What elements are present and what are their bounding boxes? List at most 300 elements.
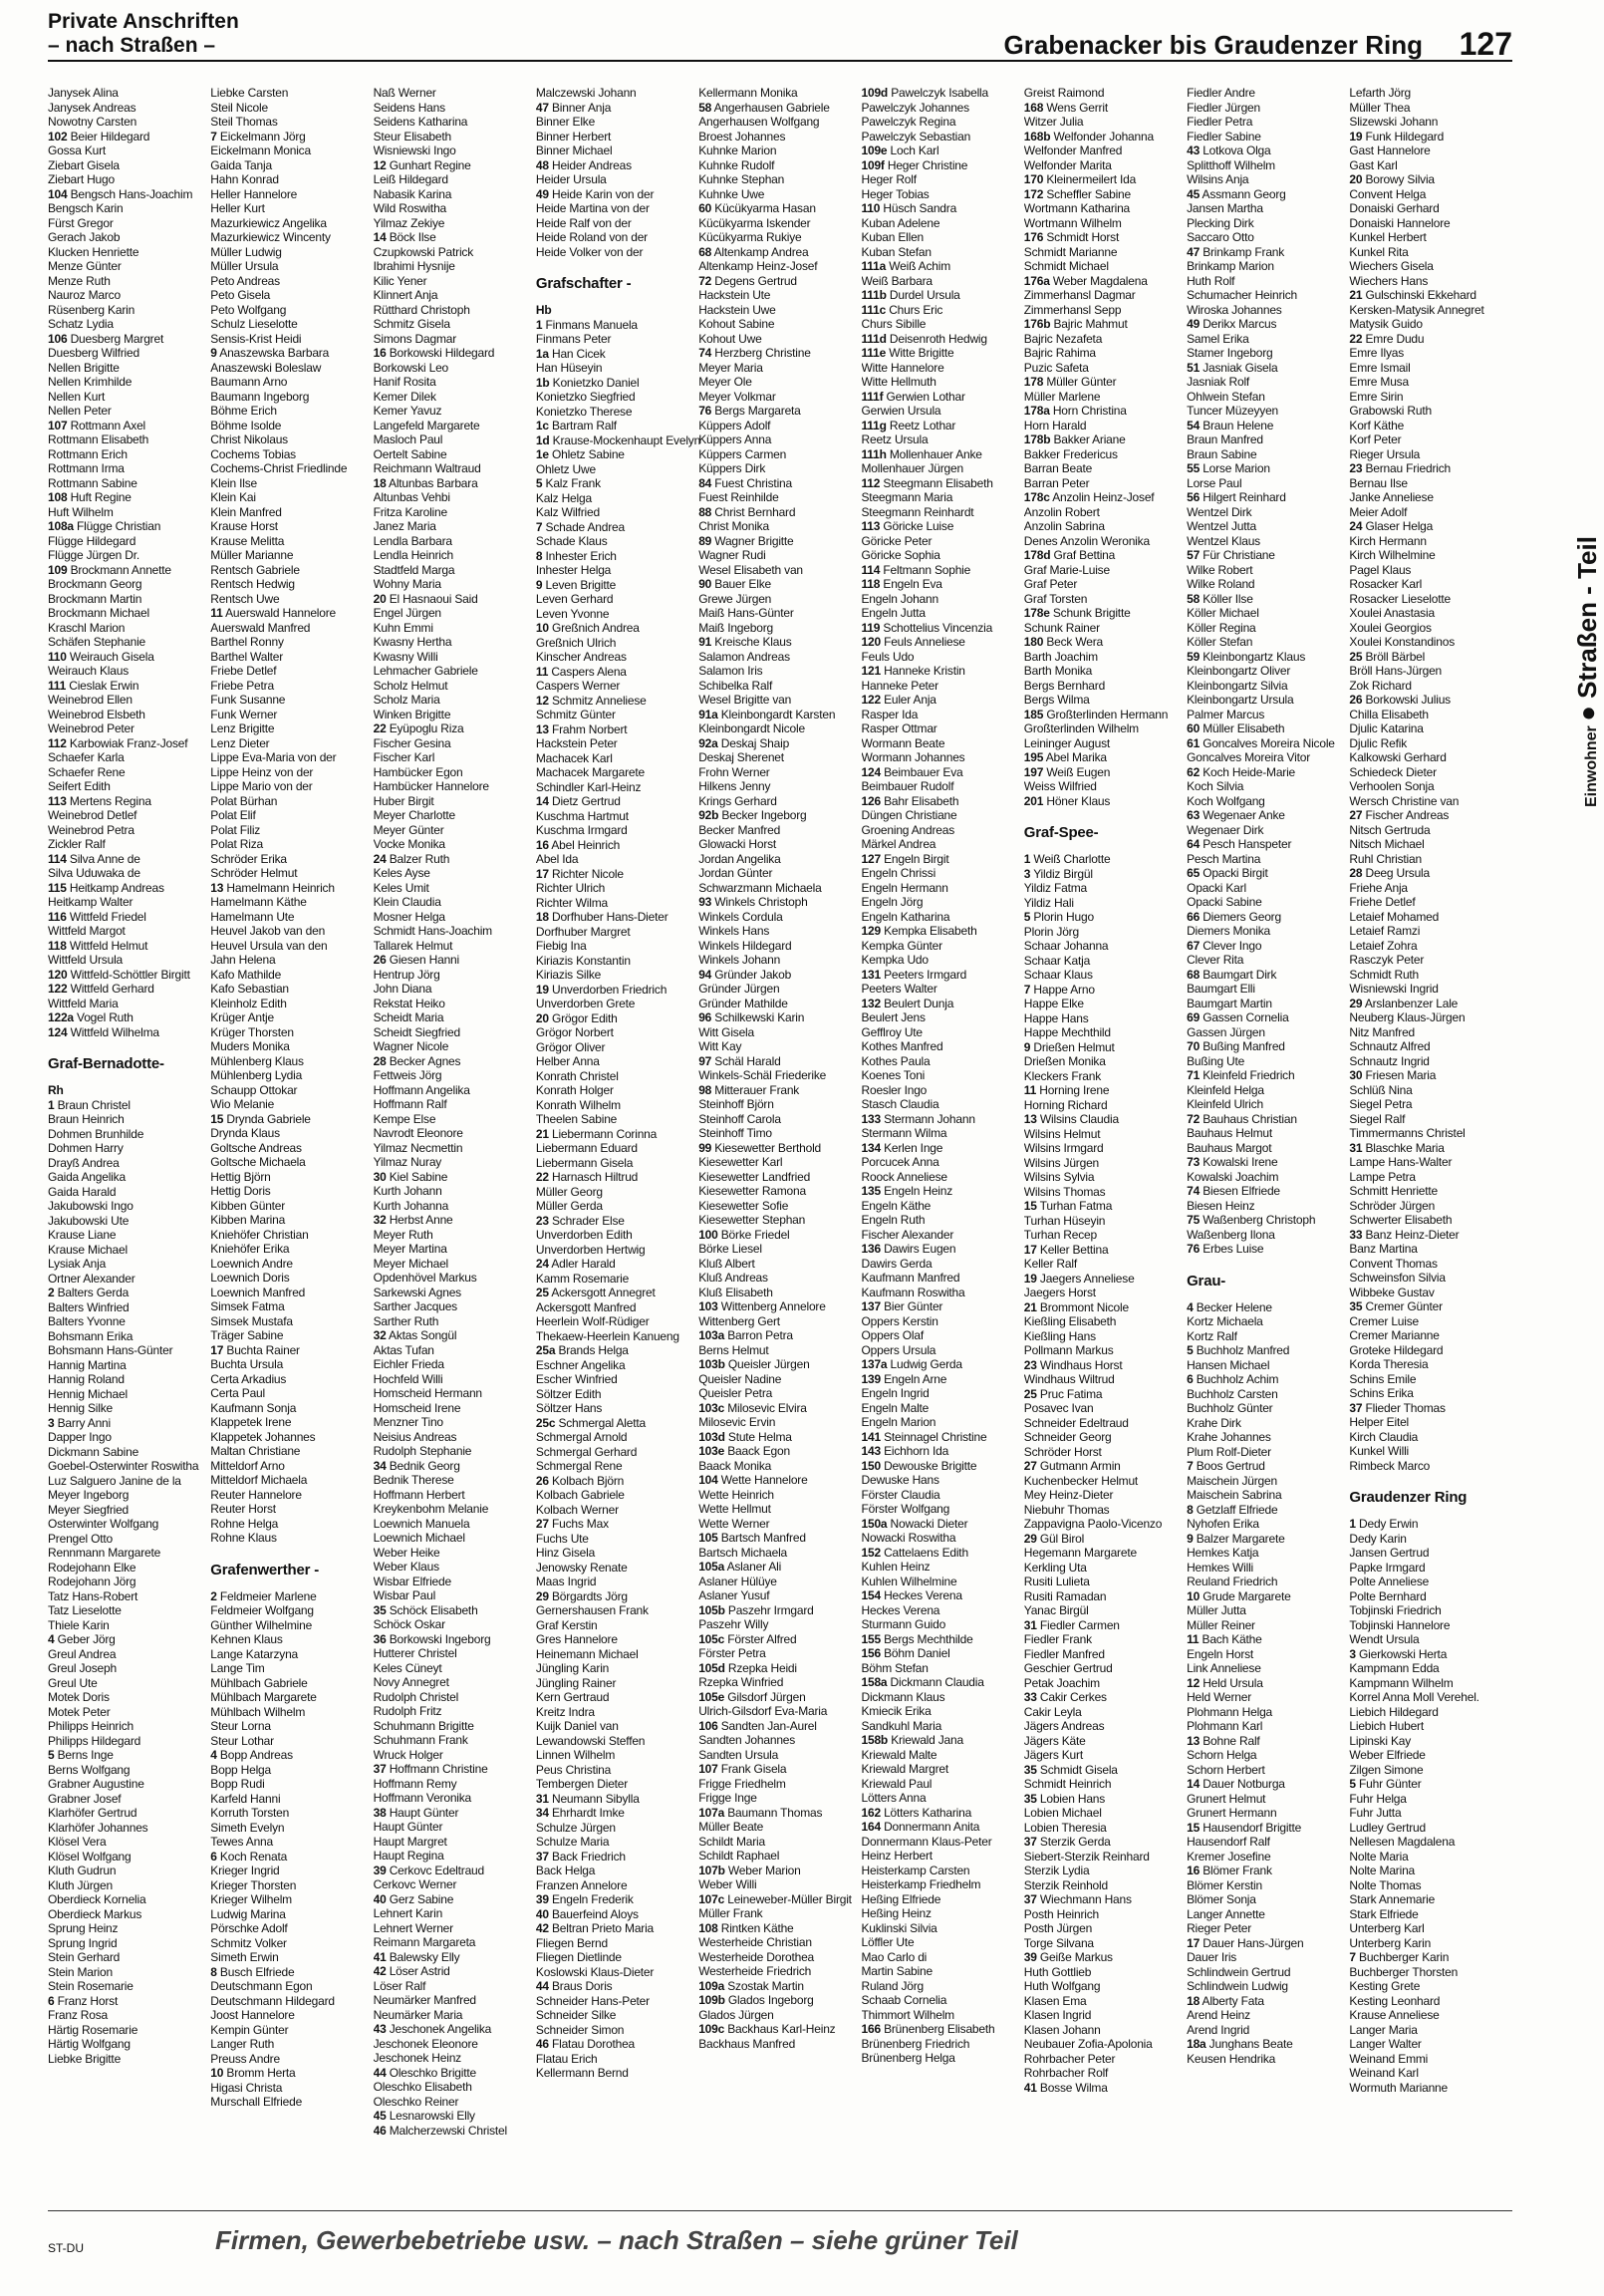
directory-entry xyxy=(210,866,378,881)
directory-entry xyxy=(210,1444,378,1459)
resident-name: Neumann Sibylla xyxy=(551,1791,640,1806)
resident-name: Kleinfeld Helga xyxy=(1187,1082,1264,1097)
resident-name: Kesting Leonhard xyxy=(1349,1993,1441,2008)
directory-entry xyxy=(48,432,215,447)
directory-entry xyxy=(862,736,1029,751)
directory-entry xyxy=(1187,390,1354,405)
resident-name: Rosacker Lieselotte xyxy=(1349,591,1451,606)
directory-entry xyxy=(1349,101,1512,116)
resident-name: Klasen Johann xyxy=(1023,2022,1101,2037)
directory-entry xyxy=(1024,1474,1192,1489)
directory-entry xyxy=(1187,534,1354,549)
resident-name: Leven Yvonne xyxy=(535,606,610,621)
resident-name: Loewnich Manfred xyxy=(210,1285,306,1299)
directory-entry xyxy=(536,1705,703,1720)
resident-name: Krause Melitta xyxy=(210,533,285,548)
house-number: 152 xyxy=(861,1545,881,1560)
resident-name: Letaief Zohra xyxy=(1349,938,1418,953)
resident-name: Bergs Mechthilde xyxy=(884,1631,973,1646)
directory-entry xyxy=(374,2095,541,2110)
resident-name: Heitkamp Walter xyxy=(48,895,134,909)
resident-name: Schäl Harald xyxy=(714,1053,781,1068)
directory-entry xyxy=(374,895,541,910)
directory-entry xyxy=(1349,144,1512,158)
directory-entry xyxy=(1349,1357,1512,1372)
house-number: 23 xyxy=(1349,461,1363,475)
resident-name: Unverdorben Grete xyxy=(535,997,636,1010)
directory-entry xyxy=(698,1257,866,1272)
resident-name: Reichmann Waltraud xyxy=(373,461,481,475)
resident-name: Ortner Alexander xyxy=(48,1271,135,1286)
directory-entry xyxy=(536,1112,703,1127)
directory-entry xyxy=(1024,1387,1192,1402)
house-number: 111g xyxy=(861,418,887,432)
directory-entry xyxy=(48,924,215,939)
house-number: 76 xyxy=(698,404,712,418)
house-number: 9 xyxy=(210,346,217,360)
directory-entry xyxy=(210,2081,378,2096)
resident-name: Engel Jürgen xyxy=(373,606,441,620)
directory-entry xyxy=(1349,490,1512,505)
house-number: 17 xyxy=(535,866,549,881)
directory-entry xyxy=(48,1806,215,1821)
directory-entry xyxy=(210,2037,378,2052)
directory-entry xyxy=(374,187,541,202)
directory-entry xyxy=(536,144,703,158)
directory-entry xyxy=(1349,750,1512,765)
directory-entry xyxy=(1024,505,1192,520)
resident-name: Hackstein Ute xyxy=(698,288,771,302)
resident-name: Huth Wolfgang xyxy=(1023,1979,1101,1993)
house-number: 104 xyxy=(698,1473,718,1487)
resident-name: Hochfeld Willi xyxy=(373,1371,443,1386)
house-number: 14 xyxy=(535,794,549,808)
directory-entry xyxy=(374,606,541,621)
resident-name: Keles Ayse xyxy=(373,866,430,880)
house-number: 24 xyxy=(1349,519,1363,533)
resident-name: Schmidt Horst xyxy=(1046,230,1120,244)
directory-entry xyxy=(210,679,378,694)
resident-name: Jahn Helena xyxy=(210,953,276,967)
resident-name: Grögor Oliver xyxy=(535,1039,606,1054)
resident-name: Gulschinski Ekkehard xyxy=(1365,288,1476,302)
directory-entry xyxy=(48,505,215,520)
house-number: 112 xyxy=(861,475,881,490)
resident-name: Abel Heinrich xyxy=(551,837,621,852)
resident-name: Donaiski Hannelore xyxy=(1349,215,1451,230)
resident-name: Heller Hannelore xyxy=(210,186,298,201)
directory-entry xyxy=(48,1329,215,1344)
directory-entry xyxy=(210,101,378,116)
directory-entry xyxy=(374,1083,541,1098)
resident-name: Zappavigna Paolo-Vicenzo xyxy=(1023,1517,1163,1531)
resident-name: Klein Claudia xyxy=(373,895,441,909)
resident-name: Meyer Michael xyxy=(373,1256,449,1271)
directory-entry xyxy=(210,1705,378,1720)
directory-entry xyxy=(210,130,378,144)
house-number: 75 xyxy=(1187,1213,1201,1227)
resident-name: Kiriazis Silke xyxy=(535,968,602,982)
resident-name: Balters Yvonne xyxy=(48,1314,126,1328)
directory-entry xyxy=(374,1039,541,1054)
resident-name: Gründer Mathilde xyxy=(698,996,788,1010)
resident-name: Baumgart Martin xyxy=(1187,996,1272,1010)
directory-entry xyxy=(862,201,1029,216)
house-number: 103e xyxy=(698,1444,725,1458)
house-number: 105e xyxy=(698,1689,725,1704)
resident-name: Hamelmann Käthe xyxy=(210,895,307,909)
house-number: 124 xyxy=(48,1024,68,1039)
directory-entry xyxy=(48,476,215,491)
resident-name: Windhaus Wiltrud xyxy=(1023,1372,1115,1386)
resident-name: Klösel Wolfgang xyxy=(48,1849,132,1864)
resident-name: Weber Magdalena xyxy=(1052,273,1148,288)
directory-entry xyxy=(1024,361,1192,376)
house-number: 44 xyxy=(535,1979,549,1993)
resident-name: Motek Doris xyxy=(48,1690,110,1704)
directory-entry xyxy=(374,101,541,116)
resident-name: Wette Heinrich xyxy=(698,1487,774,1502)
directory-entry xyxy=(1024,1358,1192,1373)
directory-entry xyxy=(536,86,703,101)
house-number: 15 xyxy=(1187,1820,1201,1835)
resident-name: Meyer Martina xyxy=(373,1242,447,1256)
resident-name: Hentrup Jörg xyxy=(373,967,440,982)
resident-name: Korruth Torsten xyxy=(210,1806,290,1820)
resident-name: Mollenhauer Anke xyxy=(889,446,982,461)
directory-entry xyxy=(374,172,541,187)
street-heading: Grafenwerther - xyxy=(210,1561,319,1578)
directory-entry xyxy=(48,2037,215,2052)
resident-name: Aktas Tufan xyxy=(373,1342,434,1357)
resident-name: Köller Regina xyxy=(1187,620,1256,635)
resident-name: Lötters Anna xyxy=(861,1791,927,1805)
directory-entry xyxy=(374,664,541,679)
directory-entry xyxy=(374,1877,541,1892)
directory-entry xyxy=(1187,1892,1354,1907)
directory-entry xyxy=(1349,1271,1512,1286)
resident-name: Weber Elfriede xyxy=(1349,1748,1426,1762)
resident-name: Gründer Jakob xyxy=(714,967,792,982)
resident-name: Lenz Brigitte xyxy=(210,721,275,735)
resident-name: Kunkel Willi xyxy=(1349,1444,1410,1458)
directory-entry xyxy=(48,1098,215,1113)
header-title-line2: – nach Straßen – xyxy=(48,34,216,57)
directory-entry xyxy=(48,1632,215,1647)
directory-column xyxy=(1349,86,1512,2095)
directory-entry xyxy=(374,1415,541,1430)
resident-name: Maiß Ingeborg xyxy=(698,620,773,635)
resident-name: Steegmann Elisabeth xyxy=(883,475,993,490)
house-number: 7 xyxy=(535,519,543,534)
resident-name: Turhan Recep xyxy=(1023,1228,1097,1242)
resident-name: Ohletz Sabine xyxy=(551,447,625,461)
directory-entry xyxy=(210,1806,378,1821)
resident-name: Meyer Ingeborg xyxy=(48,1488,130,1502)
house-number: 111d xyxy=(861,331,887,346)
resident-name: Franz Rosa xyxy=(48,2008,109,2022)
resident-name: Düngen Christiane xyxy=(861,808,957,822)
resident-name: Ludwig Marina xyxy=(210,1906,286,1921)
resident-name: Flügge Hildegard xyxy=(48,533,136,548)
resident-name: Hausendorf Brigitte xyxy=(1203,1820,1302,1835)
directory-entry xyxy=(48,910,215,925)
directory-entry xyxy=(1349,1690,1512,1705)
resident-name: Kremer Josefine xyxy=(1187,1849,1271,1864)
footer-code: ST-DU xyxy=(48,2241,84,2255)
directory-entry xyxy=(862,1748,1029,1763)
resident-name: Sterzik Lydia xyxy=(1023,1864,1090,1877)
directory-entry xyxy=(48,1488,215,1503)
directory-entry xyxy=(1187,144,1354,158)
resident-name: Rzepka Winfried xyxy=(698,1675,784,1689)
directory-entry xyxy=(1187,837,1354,852)
resident-name: Braun Christel xyxy=(57,1097,131,1112)
directory-entry xyxy=(210,1010,378,1025)
resident-name: Hettig Björn xyxy=(210,1169,271,1184)
page-header xyxy=(48,8,1512,62)
resident-name: Grögor Edith xyxy=(551,1010,618,1025)
directory-column xyxy=(1024,86,1192,2095)
resident-name: Torge Silvana xyxy=(1023,1935,1094,1950)
resident-name: Auerswald Hannelore xyxy=(225,606,337,620)
resident-name: Caspers Werner xyxy=(535,679,621,693)
resident-name: Wiechers Hans xyxy=(1349,273,1429,288)
directory-entry xyxy=(1187,765,1354,780)
resident-name: Stamer Ingeborg xyxy=(1187,346,1273,360)
directory-entry xyxy=(1349,1792,1512,1807)
directory-entry xyxy=(862,476,1029,491)
resident-name: Plorin Jörg xyxy=(1023,924,1079,939)
house-number: 55 xyxy=(1187,461,1201,475)
directory-entry xyxy=(1349,1112,1512,1127)
resident-name: Glados Ingeborg xyxy=(727,1993,814,2007)
resident-name: Vogel Ruth xyxy=(77,1010,134,1024)
directory-entry xyxy=(862,1097,1029,1112)
resident-name: Banz Martina xyxy=(1349,1242,1418,1256)
directory-entry xyxy=(48,1517,215,1532)
directory-entry xyxy=(374,303,541,318)
house-number: 5 xyxy=(1023,910,1031,924)
resident-name: Schade Andrea xyxy=(545,519,625,534)
resident-name: Bopp Andreas xyxy=(219,1748,293,1762)
resident-name: Wilsins Thomas xyxy=(1023,1184,1106,1199)
resident-name: Deeg Ursula xyxy=(1365,866,1430,880)
resident-name: Anaszewski Boleslaw xyxy=(210,360,322,375)
resident-name: Gilsdorf Jürgen xyxy=(727,1689,806,1704)
resident-name: Paszehr Willy xyxy=(698,1617,769,1631)
resident-name: Becker Manfred xyxy=(698,822,781,837)
house-number: 34 xyxy=(373,1458,387,1473)
directory-entry xyxy=(1349,1806,1512,1821)
directory-entry xyxy=(536,1647,703,1662)
house-number: 122 xyxy=(48,982,68,996)
house-number: 10 xyxy=(210,2066,224,2080)
directory-entry xyxy=(48,259,215,274)
resident-name: Janysek Alina xyxy=(48,86,119,100)
directory-entry xyxy=(48,490,215,505)
resident-name: Gefflroy Ute xyxy=(861,1024,923,1039)
directory-entry xyxy=(374,2051,541,2066)
resident-name: Kirch Hermann xyxy=(1349,533,1427,548)
resident-name: Heger Tobias xyxy=(861,186,930,201)
resident-name: Bajric Mahmut xyxy=(1053,317,1128,331)
house-number: 1a xyxy=(535,346,549,361)
house-number: 1 xyxy=(1349,1517,1356,1531)
resident-name: Malcherzewski Christel xyxy=(389,2123,507,2138)
resident-name: Ulrich-Gilsdorf Eva-Maria xyxy=(698,1704,828,1718)
directory-entry xyxy=(862,779,1029,794)
directory-entry xyxy=(374,361,541,376)
directory-entry xyxy=(1024,1748,1192,1763)
resident-name: Engeln Hermann xyxy=(861,880,948,895)
resident-name: Heinemann Michael xyxy=(535,1646,639,1661)
resident-name: Hinz Gisela xyxy=(535,1546,596,1560)
directory-entry xyxy=(210,548,378,563)
resident-name: Wittfeld Maria xyxy=(48,996,119,1010)
directory-entry xyxy=(862,447,1029,462)
resident-name: Wittfeld Friedel xyxy=(69,909,146,924)
house-number: 18 xyxy=(535,910,549,924)
directory-entry xyxy=(48,693,215,708)
resident-name: Stein Rosemarie xyxy=(48,1979,134,1993)
resident-name: Brockmann Georg xyxy=(48,577,142,591)
directory-entry xyxy=(1349,1257,1512,1272)
directory-entry xyxy=(48,1300,215,1315)
directory-entry xyxy=(48,1025,215,1040)
directory-entry xyxy=(862,708,1029,722)
directory-entry xyxy=(210,375,378,390)
directory-entry xyxy=(698,490,866,505)
directory-entry xyxy=(1187,1416,1354,1431)
directory-entry xyxy=(210,404,378,419)
directory-entry xyxy=(698,1444,866,1459)
resident-name: Brinkamp Marion xyxy=(1187,259,1274,273)
resident-name: Kleinfeld Friedrich xyxy=(1203,1068,1295,1082)
directory-entry xyxy=(698,303,866,318)
resident-name: Kuschma Irmgard xyxy=(535,823,628,837)
resident-name: Link Anneliese xyxy=(1187,1661,1261,1675)
resident-name: Palmer Marcus xyxy=(1187,707,1265,721)
directory-entry xyxy=(210,693,378,708)
house-number: 39 xyxy=(1023,1950,1037,1964)
directory-entry xyxy=(862,1343,1029,1358)
directory-entry xyxy=(48,1777,215,1792)
resident-name: Certa Arkadius xyxy=(210,1371,287,1386)
resident-name: Engeln Arne xyxy=(884,1371,947,1386)
resident-name: Schäfen Stephanie xyxy=(48,635,146,649)
directory-entry xyxy=(1024,245,1192,260)
directory-entry xyxy=(698,1097,866,1112)
directory-entry xyxy=(210,779,378,794)
resident-name: Fiedler Andre xyxy=(1187,86,1255,100)
resident-name: Berns Helmut xyxy=(698,1342,769,1357)
directory-entry xyxy=(698,1488,866,1503)
resident-name: Deutschmann Hildegard xyxy=(210,1993,335,2008)
resident-name: Schade Klaus xyxy=(535,534,608,548)
resident-name: Kluth Gudrun xyxy=(48,1864,117,1877)
directory-entry xyxy=(698,736,866,751)
house-number: 26 xyxy=(535,1473,549,1488)
resident-name: Hanneke Kristin xyxy=(884,664,965,678)
resident-name: Rennmann Margarete xyxy=(48,1546,161,1560)
resident-name: Feldmeier Wolfgang xyxy=(210,1603,314,1617)
resident-name: Wittfeld Margot xyxy=(48,924,126,938)
house-number: 47 xyxy=(535,100,549,115)
house-number: 11 xyxy=(210,606,223,620)
resident-name: Großterlinden Wilhelm xyxy=(1023,721,1139,735)
resident-name: Angerhausen Wolfgang xyxy=(698,115,820,129)
resident-name: Kiel Sabine xyxy=(389,1169,448,1184)
directory-entry xyxy=(48,997,215,1011)
directory-entry xyxy=(210,1647,378,1662)
resident-name: Heide Martina von der xyxy=(535,201,650,215)
directory-entry xyxy=(1187,1372,1354,1387)
directory-entry xyxy=(1349,1386,1512,1401)
resident-name: Küppers Carmen xyxy=(698,446,787,461)
resident-name: Sandkuhl Maria xyxy=(861,1718,942,1733)
directory-entry xyxy=(374,1646,541,1661)
resident-name: Kiesewetter Stephan xyxy=(698,1213,806,1227)
district-code: Hb xyxy=(535,303,552,317)
house-number: 11 xyxy=(1187,1632,1200,1646)
house-number: 106 xyxy=(698,1718,718,1733)
directory-entry xyxy=(862,1906,1029,1921)
house-number: 76 xyxy=(1187,1242,1201,1256)
resident-name: Queisler Jürgen xyxy=(727,1357,810,1371)
directory-entry xyxy=(374,1762,541,1777)
directory-entry xyxy=(210,621,378,636)
directory-entry xyxy=(1349,1835,1512,1850)
resident-name: Schmitz Anneliese xyxy=(551,693,647,708)
directory-entry xyxy=(1024,1127,1192,1142)
resident-name: Schulze Maria xyxy=(535,1835,610,1849)
directory-entry xyxy=(374,404,541,419)
directory-entry xyxy=(374,1849,541,1864)
resident-name: Sturmann Guido xyxy=(861,1617,946,1631)
resident-name: Westerheide Friedrich xyxy=(698,1964,812,1978)
directory-entry xyxy=(374,1141,541,1156)
resident-name: Keller Bettina xyxy=(1039,1242,1109,1257)
directory-entry xyxy=(374,1892,541,1907)
directory-entry xyxy=(698,1835,866,1850)
directory-entry xyxy=(374,1517,541,1532)
directory-entry xyxy=(536,997,703,1011)
resident-name: Milosevic Elvira xyxy=(727,1400,807,1415)
house-number: 33 xyxy=(1023,1690,1037,1704)
directory-entry xyxy=(698,1921,866,1936)
directory-entry xyxy=(48,1719,215,1734)
resident-name: Han Cicek xyxy=(551,346,606,361)
resident-name: Feuls Udo xyxy=(861,649,915,664)
resident-name: Steur Elisabeth xyxy=(373,129,451,144)
directory-entry xyxy=(210,592,378,607)
resident-name: Kempka Günter xyxy=(861,938,942,953)
directory-entry xyxy=(1349,1777,1512,1792)
resident-name: Müller Frank xyxy=(698,1906,763,1920)
resident-name: Rentsch Uwe xyxy=(210,591,280,606)
directory-entry xyxy=(1024,1589,1192,1604)
resident-name: Auerswald Manfred xyxy=(210,620,311,635)
directory-entry xyxy=(210,1343,378,1358)
resident-name: Hanneke Peter xyxy=(861,678,938,693)
directory-entry xyxy=(1024,1401,1192,1416)
directory-entry xyxy=(48,1661,215,1676)
directory-entry xyxy=(48,1199,215,1214)
directory-entry xyxy=(48,1358,215,1373)
directory-entry xyxy=(862,245,1029,260)
house-number: 19 xyxy=(1023,1271,1037,1286)
